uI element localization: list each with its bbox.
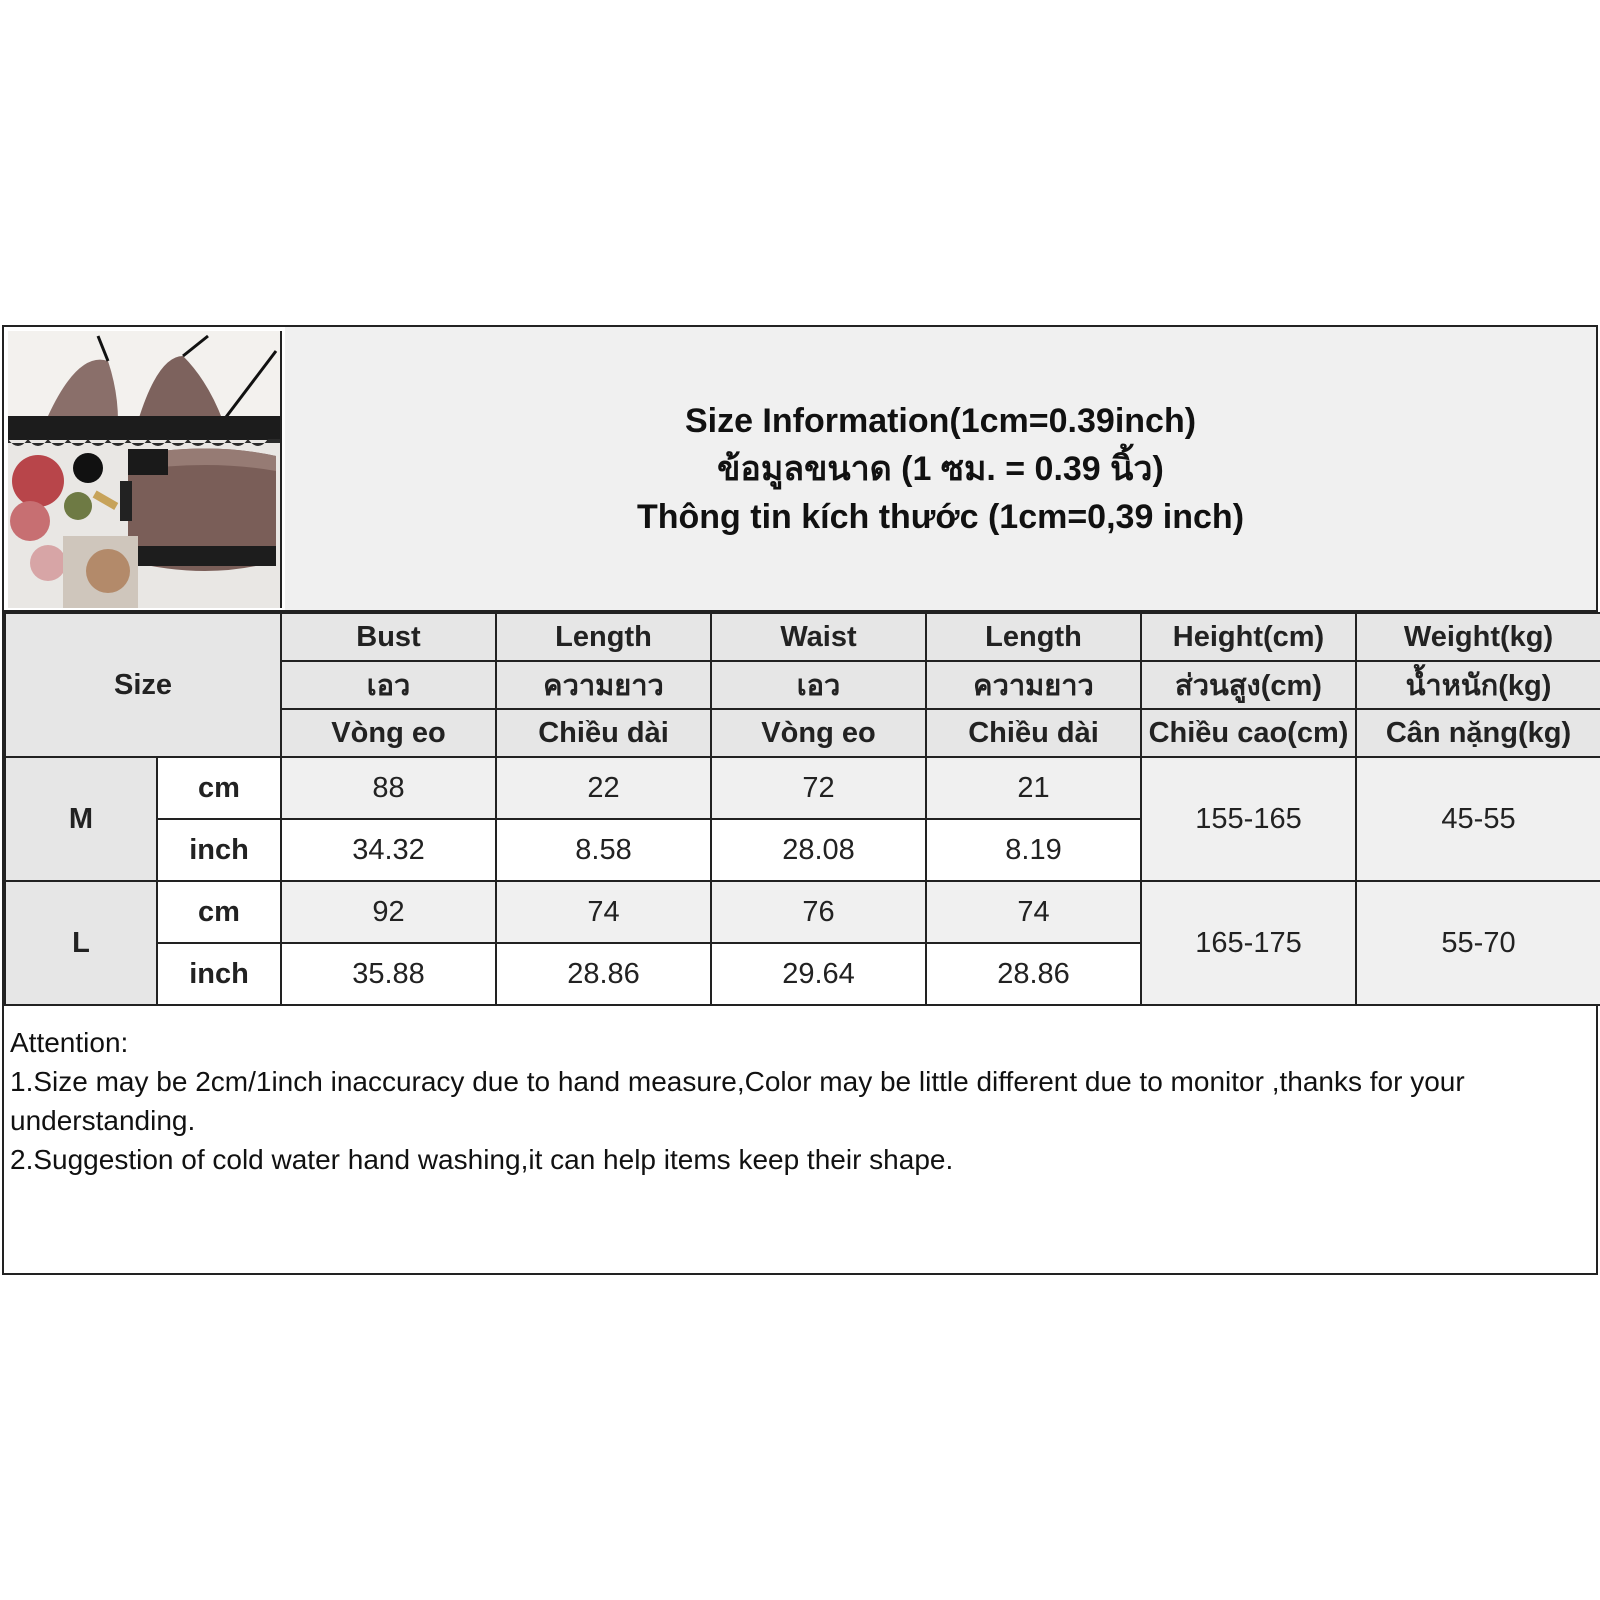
column-header: เอว: [711, 661, 926, 709]
height-cell: 155-165: [1141, 757, 1356, 881]
table-cell: 74: [926, 881, 1141, 943]
table-cell: 8.58: [496, 819, 711, 881]
note-line: 2.Suggestion of cold water hand washing,it can help items keep their shape.: [10, 1144, 954, 1175]
table-cell: 76: [711, 881, 926, 943]
column-header: ความยาว: [496, 661, 711, 709]
table-cell: 88: [281, 757, 496, 819]
title-english: Size Information(1cm=0.39inch): [684, 401, 1197, 440]
table-cell: 21: [926, 757, 1141, 819]
table-row: [5, 757, 1600, 819]
table-cell: 8.19: [926, 819, 1141, 881]
table-cell: 28.86: [496, 943, 711, 1005]
size-label-m: M: [5, 757, 157, 881]
column-header: Height(cm): [1141, 613, 1356, 661]
unit-label: cm: [157, 881, 281, 943]
size-column-header: Size: [5, 613, 281, 757]
header-row-en: [5, 613, 1600, 661]
column-header: Chiều cao(cm): [1141, 709, 1356, 757]
column-header: ส่วนสูง(cm): [1141, 661, 1356, 709]
height-cell: 165-175: [1141, 881, 1356, 1005]
table-cell: 92: [281, 881, 496, 943]
size-info-title: [285, 327, 1596, 610]
column-header: Cân nặng(kg): [1356, 709, 1600, 757]
column-header: ความยาว: [926, 661, 1141, 709]
unit-label: inch: [157, 819, 281, 881]
table-cell: 35.88: [281, 943, 496, 1005]
size-label-l: L: [5, 881, 157, 1005]
column-header: น้ำหนัก(kg): [1356, 661, 1600, 709]
table-cell: 28.08: [711, 819, 926, 881]
product-photo: [8, 331, 282, 608]
column-header: Length: [926, 613, 1141, 661]
column-header: Vòng eo: [711, 709, 926, 757]
title-vietnamese: Thông tin kích thước (1cm=0,39 inch): [636, 497, 1245, 536]
table-cell: 34.32: [281, 819, 496, 881]
title-thai: ข้อมูลขนาด (1 ซม. = 0.39 นิ้ว): [717, 449, 1164, 488]
unit-label: inch: [157, 943, 281, 1005]
table-row: [5, 881, 1600, 943]
weight-cell: 45-55: [1356, 757, 1600, 881]
table-cell: 74: [496, 881, 711, 943]
table-cell: 28.86: [926, 943, 1141, 1005]
column-header: Length: [496, 613, 711, 661]
note-line: 1.Size may be 2cm/1inch inaccuracy due to hand measure,Color may be little different due to monitor ,thanks for your: [10, 1066, 1465, 1097]
column-header: เอว: [281, 661, 496, 709]
column-header: Bust: [281, 613, 496, 661]
table-cell: 29.64: [711, 943, 926, 1005]
table-cell: 22: [496, 757, 711, 819]
column-header: Weight(kg): [1356, 613, 1600, 661]
notes-heading: Attention:: [10, 1027, 129, 1058]
product-photo-image: [8, 331, 280, 608]
weight-cell: 55-70: [1356, 881, 1600, 1005]
table-cell: 72: [711, 757, 926, 819]
column-header: Waist: [711, 613, 926, 661]
unit-label: cm: [157, 757, 281, 819]
column-header: Vòng eo: [281, 709, 496, 757]
note-line: understanding.: [10, 1105, 196, 1136]
size-chart-sheet: [2, 325, 1598, 1275]
attention-notes: [4, 1019, 1596, 1183]
column-header: Chiều dài: [926, 709, 1141, 757]
header-section: [4, 327, 1596, 612]
column-header: Chiều dài: [496, 709, 711, 757]
size-table: [4, 612, 1600, 1006]
